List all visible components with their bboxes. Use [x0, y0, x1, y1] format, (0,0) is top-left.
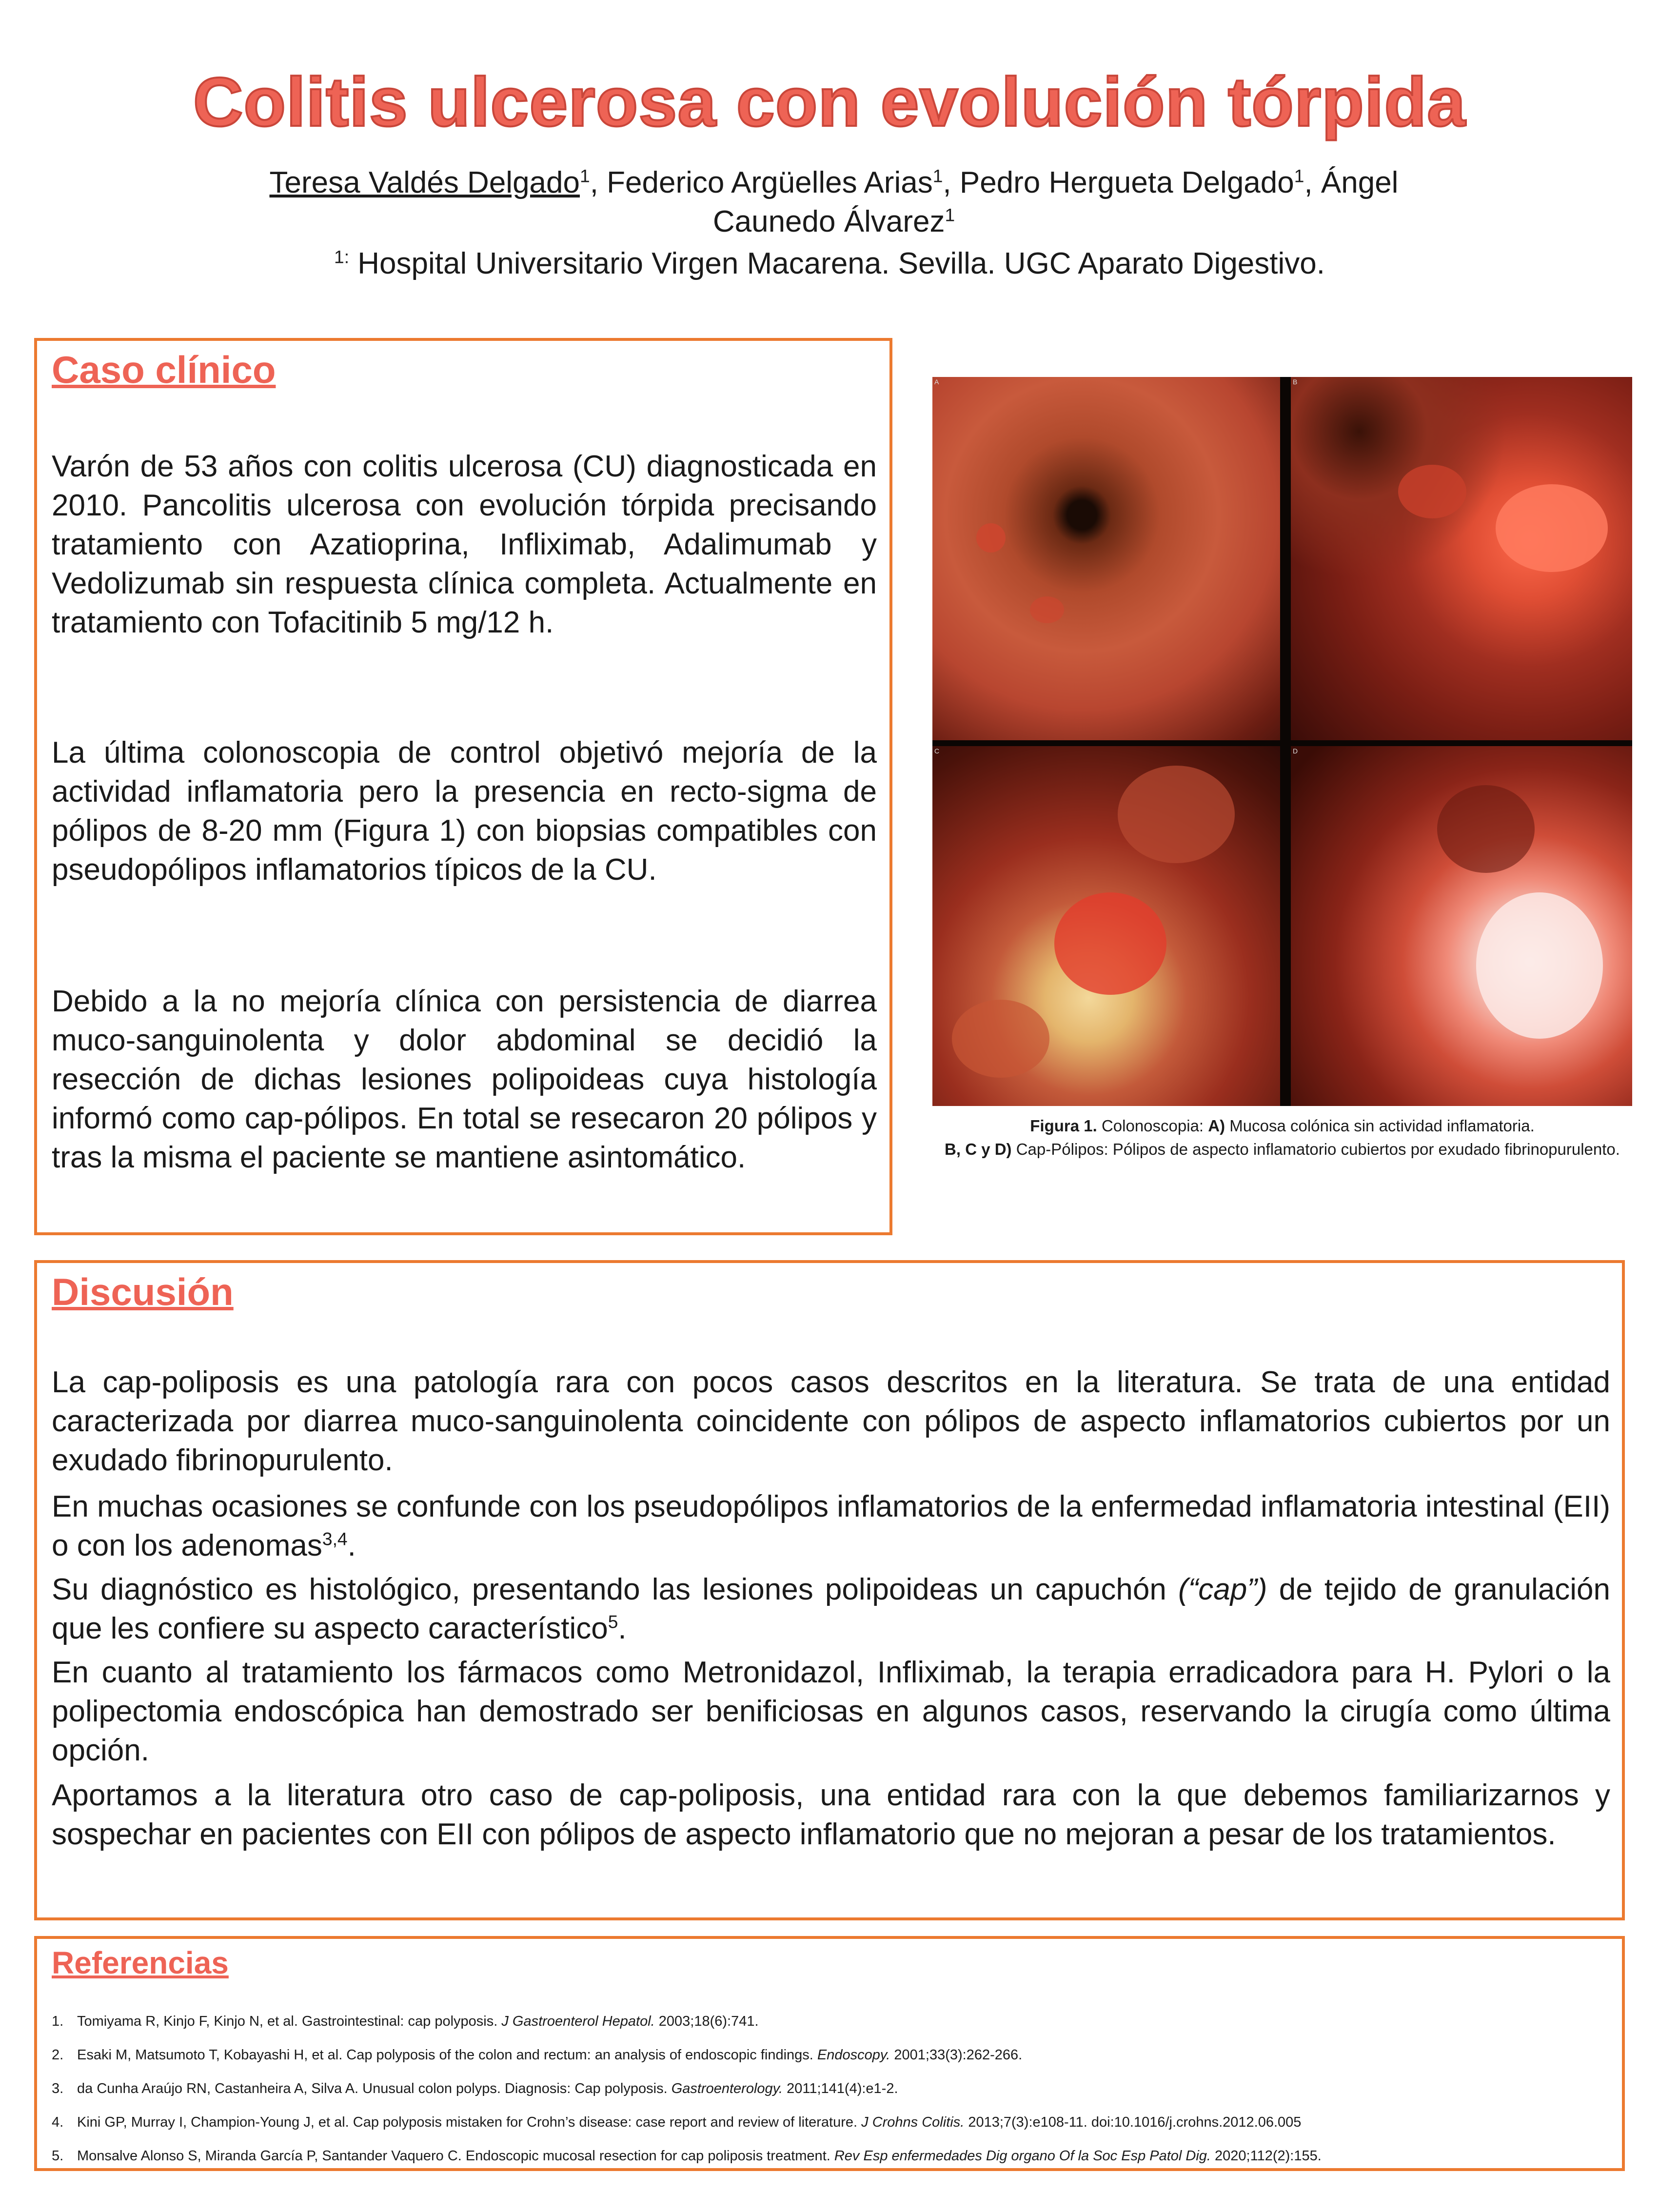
paragraph-text: .	[347, 1529, 356, 1562]
panel-label: C	[934, 747, 940, 755]
reference-list	[52, 2005, 1602, 2173]
reference-text: Kini GP, Murray I, Champion-Young J, et al. Cap polyposis mistaken for Crohn’s disease: case report and review of literature.	[77, 2114, 862, 2130]
author-affiliation-mark: 1	[945, 204, 955, 225]
reference-item	[52, 2072, 1602, 2106]
colonoscopy-image-a	[932, 377, 1280, 740]
paragraph-text: En muchas ocasiones se confunde con los pseudopólipos inflamatorios de la enfermedad inflamatoria intestinal (EII) o con los adenomas	[52, 1490, 1610, 1562]
citation-mark: 3,4	[322, 1528, 348, 1549]
reference-number: 4.	[52, 2114, 64, 2130]
citation-mark: 5	[608, 1611, 618, 1632]
caso-paragraph-1: Varón de 53 años con colitis ulcerosa (CU) diagnosticada en 2010. Pancolitis ulcerosa con evolución tórpida precisando tratamiento con Azatioprina, Infliximab, Adalimumab y Vedolizumab sin respuesta clínica completa. Actualmente en tratamiento con Tofacitinib 5 mg/12 h.	[52, 450, 877, 639]
reference-item	[52, 2139, 1602, 2173]
reference-text: Monsalve Alonso S, Miranda García P, Santander Vaquero C. Endoscopic mucosal resection for cap poliposis treatment.	[77, 2148, 834, 2164]
reference-text: Esaki M, Matsumoto T, Kobayashi H, et al. Cap polyposis of the colon and rectum: an analysis of endoscopic findings.	[77, 2047, 817, 2063]
reference-tail: 2013;7(3):e108-11. doi:10.1016/j.crohns.2012.06.005	[964, 2114, 1302, 2130]
poster-title: Colitis ulcerosa con evolución tórpida	[193, 63, 1466, 141]
author-name: , Federico Argüelles Arias	[590, 166, 933, 199]
discusion-paragraph-3	[52, 1570, 1610, 1648]
reference-journal: Rev Esp enfermedades Dig organo Of la Soc Esp Patol Dig.	[834, 2148, 1211, 2164]
reference-tail: 2011;141(4):e1-2.	[783, 2081, 898, 2096]
colonoscopy-figure	[932, 377, 1632, 1106]
discusion-paragraph-1: La cap-poliposis es una patología rara con pocos casos descritos en la literatura. Se trata de una entidad caracterizada por diarrea muco-sanguinolenta coincidente con pólipos de aspecto inflamatorios cubiertos por un exudado fibrinopurulento.	[52, 1365, 1610, 1477]
author-affiliation-mark: 1	[1294, 165, 1304, 186]
reference-text: da Cunha Araújo RN, Castanheira A, Silva A. Unusual colon polyps. Diagnosis: Cap polyposis.	[77, 2081, 672, 2096]
reference-journal: Gastroenterology.	[671, 2081, 783, 2096]
reference-text: Tomiyama R, Kinjo F, Kinjo N, et al. Gastrointestinal: cap polyposis.	[77, 2014, 502, 2029]
caption-text: Cap-Pólipos: Pólipos de aspecto inflamatorio cubiertos por exudado fibrinopurulento.	[1011, 1140, 1620, 1158]
reference-item	[52, 2106, 1602, 2139]
author-affiliation-mark: 1	[580, 165, 590, 186]
presenting-author: Teresa Valdés Delgado	[269, 166, 580, 199]
caption-figure-label: Figura 1.	[1030, 1117, 1097, 1135]
reference-tail: 2001;33(3):262-266.	[890, 2047, 1023, 2063]
reference-journal: Endoscopy.	[817, 2047, 890, 2063]
caption-panel-label: B, C y D)	[945, 1140, 1012, 1158]
reference-number: 3.	[52, 2081, 64, 2096]
affiliation	[0, 246, 1659, 281]
reference-number: 2.	[52, 2047, 64, 2063]
reference-tail: 2003;18(6):741.	[654, 2014, 759, 2029]
caption-text: Colonoscopia:	[1097, 1117, 1208, 1135]
author-list	[234, 163, 1434, 241]
paragraph-text: Su diagnóstico es histológico, presentando las lesiones polipoideas un capuchón	[52, 1573, 1178, 1606]
reference-number: 5.	[52, 2148, 64, 2164]
figure-caption	[932, 1114, 1632, 1161]
cap-term: (“cap”)	[1178, 1573, 1267, 1606]
discusion-paragraph-4: En cuanto al tratamiento los fármacos como Metronidazol, Infliximab, la terapia erradicadora para H. Pylori o la polipectomia endoscópica han demostrado ser benificiosas en algunos casos, reservando la cirugía como última opción.	[52, 1656, 1610, 1767]
author-affiliation-mark: 1	[932, 165, 943, 186]
reference-item	[52, 2038, 1602, 2072]
colonoscopy-image-c	[932, 746, 1280, 1106]
discusion-paragraph-2	[52, 1487, 1610, 1565]
panel-label: D	[1293, 747, 1298, 755]
caso-clinico-heading: Caso clínico	[52, 348, 276, 391]
affiliation-mark: 1:	[334, 246, 350, 267]
referencias-heading: Referencias	[52, 1945, 229, 1980]
discusion-section	[34, 1260, 1625, 1920]
author-name: , Ángel Caunedo Álvarez	[712, 166, 1399, 238]
reference-number: 1.	[52, 2014, 64, 2029]
panel-label: B	[1293, 378, 1298, 386]
caption-panel-label: A)	[1208, 1117, 1225, 1135]
colonoscopy-image-b	[1291, 377, 1632, 740]
reference-item	[52, 2005, 1602, 2038]
paragraph-text: de tejido de granulación que les confiere su aspecto característico	[52, 1573, 1610, 1645]
discusion-heading: Discusión	[52, 1270, 234, 1313]
reference-journal: J Gastroenterol Hepatol.	[501, 2014, 655, 2029]
colonoscopy-image-d	[1291, 746, 1632, 1106]
reference-journal: J Crohns Colitis.	[861, 2114, 965, 2130]
caso-paragraph-2: La última colonoscopia de control objetivó mejoría de la actividad inflamatoria pero la presencia en recto-sigma de pólipos de 8-20 mm (Figura 1) con biopsias compatibles con pseudopólipos inflamatorios típicos de la CU.	[52, 736, 877, 887]
reference-tail: 2020;112(2):155.	[1210, 2148, 1322, 2164]
panel-label: A	[934, 378, 939, 386]
affiliation-text: Hospital Universitario Virgen Macarena. Sevilla. UGC Aparato Digestivo.	[349, 247, 1325, 280]
referencias-section	[34, 1936, 1625, 2171]
caption-text: Mucosa colónica sin actividad inflamatoria.	[1225, 1117, 1535, 1135]
paragraph-text: .	[618, 1612, 627, 1645]
caso-clinico-section	[34, 338, 892, 1235]
author-name: , Pedro Hergueta Delgado	[943, 166, 1294, 199]
caso-paragraph-3: Debido a la no mejoría clínica con persistencia de diarrea muco-sanguinolenta y dolor abdominal se decidió la resección de dichas lesiones polipoideas cuya histología informó como cap-pólipos. En total se resecaron 20 pólipos y tras la misma el paciente se mantiene asintomático.	[52, 985, 877, 1174]
discusion-paragraph-5: Aportamos a la literatura otro caso de cap-poliposis, una entidad rara con la que debemos familiarizarnos y sospechar en pacientes con EII con pólipos de aspecto inflamatorio que no mejoran a pesar de los tratamientos.	[52, 1778, 1610, 1851]
